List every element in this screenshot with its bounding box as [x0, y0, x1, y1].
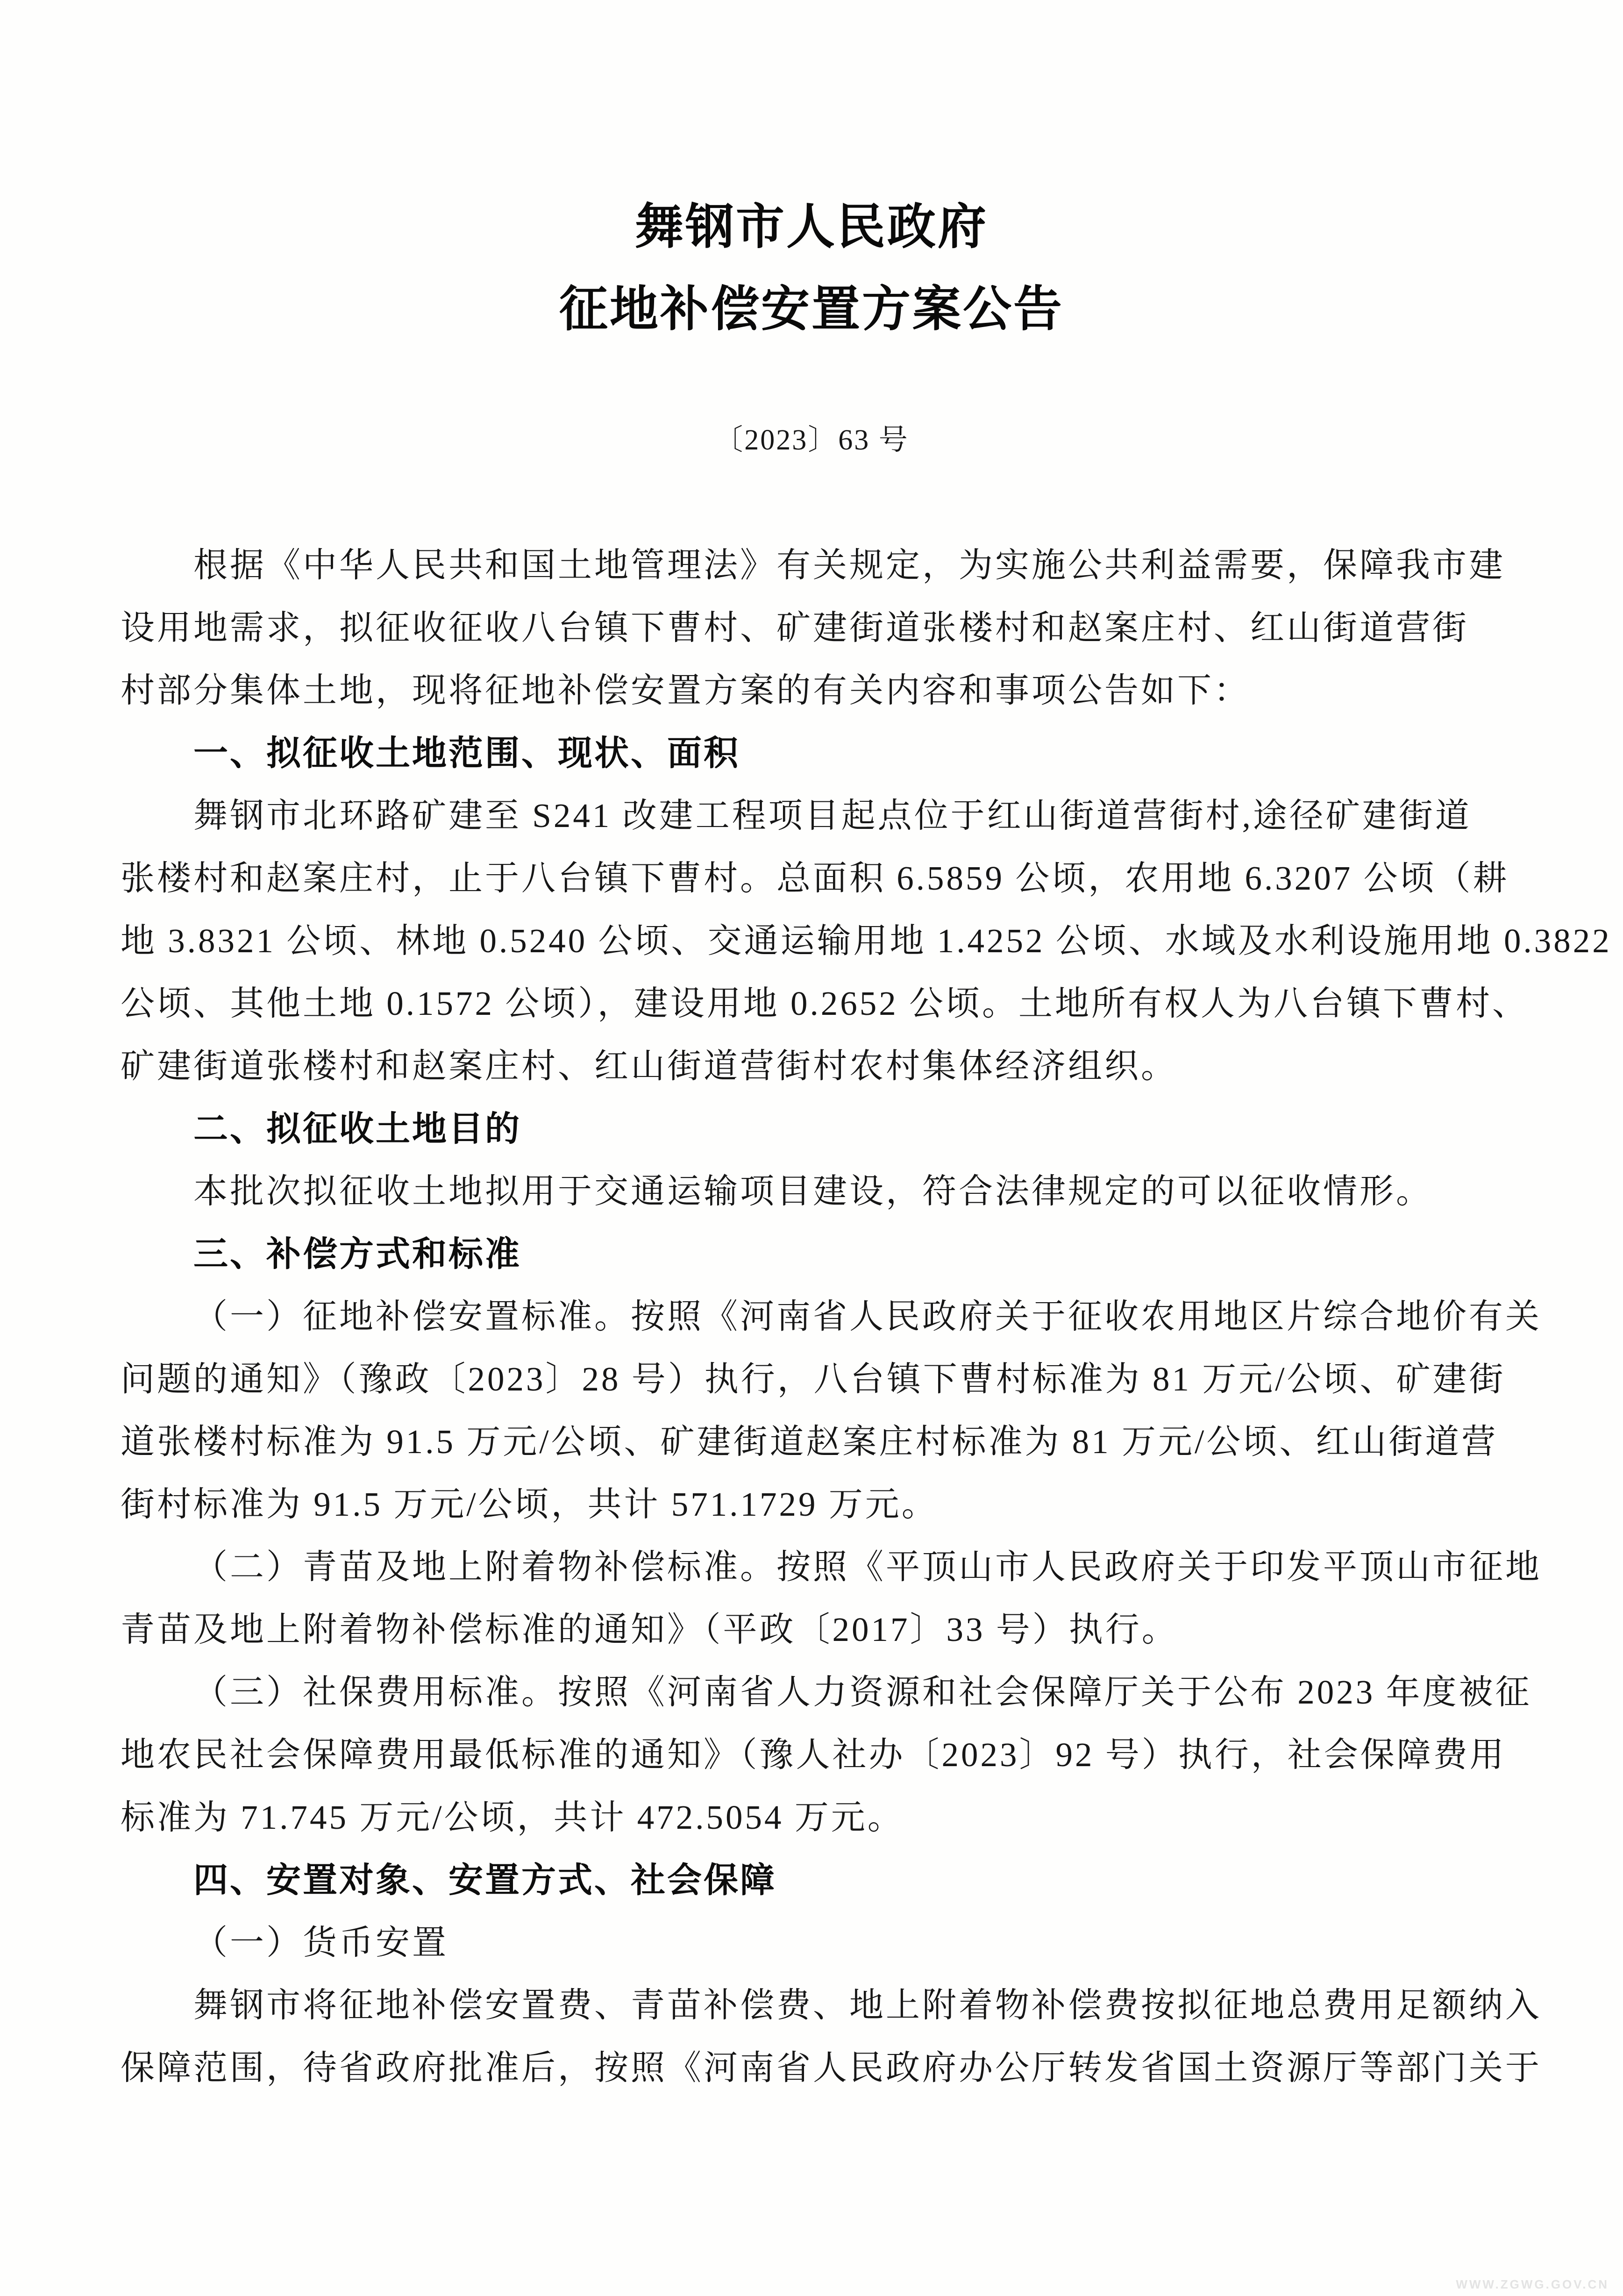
document-body [121, 534, 1612, 2099]
section-heading: 二、拟征收土地目的 [193, 1109, 521, 1148]
section-heading: 三、补偿方式和标准 [193, 1234, 521, 1273]
body-line: 地 3.8321 公顷、林地 0.5240 公顷、交通运输用地 1.4252 公顷、水域及水利设施用地 0.3822 [121, 922, 1612, 960]
section-heading: 一、拟征收土地范围、现状、面积 [193, 734, 740, 772]
section-heading: 四、安置对象、安置方式、社会保障 [193, 1861, 776, 1899]
body-line: 张楼村和赵案庄村，止于八台镇下曹村。总面积 6.5859 公顷，农用地 6.3207 公顷（耕 [121, 859, 1509, 897]
watermark: WWW.ZGWG.GOV.CN [1456, 2277, 1609, 2291]
doc-number: 〔2023〕63 号 [714, 424, 909, 456]
sub-heading: （一）货币安置 [193, 1924, 448, 1961]
body-line: 设用地需求，拟征收征收八台镇下曹村、矿建街道张楼村和赵案庄村、红山街道营街 [121, 609, 1469, 647]
body-line: 保障范围，待省政府批准后，按照《河南省人民政府办公厅转发省国土资源厅等部门关于 [121, 2049, 1542, 2087]
doc-title-line2: 征地补偿安置方案公告 [559, 283, 1064, 336]
body-line: 标准为 71.745 万元/公顷，共计 472.5054 万元。 [121, 1798, 904, 1836]
body-line: 舞钢市北环路矿建至 S241 改建工程项目起点位于红山街道营街村,途径矿建街道 [193, 797, 1472, 834]
body-line: 地农民社会保障费用最低标准的通知》（豫人社办〔2023〕92 号）执行，社会保障费用 [121, 1736, 1506, 1774]
body-line: 根据《中华人民共和国土地管理法》有关规定，为实施公共利益需要，保障我市建 [193, 546, 1505, 584]
body-line: 街村标准为 91.5 万元/公顷，共计 571.1729 万元。 [121, 1485, 938, 1523]
body-line: 村部分集体土地，现将征地补偿安置方案的有关内容和事项公告如下： [121, 671, 1250, 709]
body-line: 舞钢市将征地补偿安置费、青苗补偿费、地上附着物补偿费按拟征地总费用足额纳入 [193, 1986, 1542, 2024]
body-line: （一）征地补偿安置标准。按照《河南省人民政府关于征收农用地区片综合地价有关 [193, 1298, 1542, 1335]
body-line: 公顷、其他土地 0.1572 公顷），建设用地 0.2652 公顷。土地所有权人为八台镇下曹村、 [121, 984, 1529, 1022]
body-line: （二）青苗及地上附着物补偿标准。按照《平顶山市人民政府关于印发平顶山市征地 [193, 1548, 1542, 1586]
body-line: 本批次拟征收土地拟用于交通运输项目建设，符合法律规定的可以征收情形。 [193, 1172, 1432, 1210]
body-line: 矿建街道张楼村和赵案庄村、红山街道营街村农村集体经济组织。 [121, 1047, 1177, 1085]
body-line: 青苗及地上附着物补偿标准的通知》（平政〔2017〕33 号）执行。 [121, 1611, 1178, 1648]
body-line: 问题的通知》（豫政〔2023〕28 号）执行，八台镇下曹村标准为 81 万元/公顷、矿建街 [121, 1360, 1506, 1398]
doc-title-line1: 舞钢市人民政府 [634, 200, 988, 254]
body-line: 道张楼村标准为 91.5 万元/公顷、矿建街道赵案庄村标准为 81 万元/公顷、红山街道营 [121, 1423, 1498, 1461]
body-line: （三）社保费用标准。按照《河南省人力资源和社会保障厅关于公布 2023 年度被征 [193, 1673, 1532, 1711]
